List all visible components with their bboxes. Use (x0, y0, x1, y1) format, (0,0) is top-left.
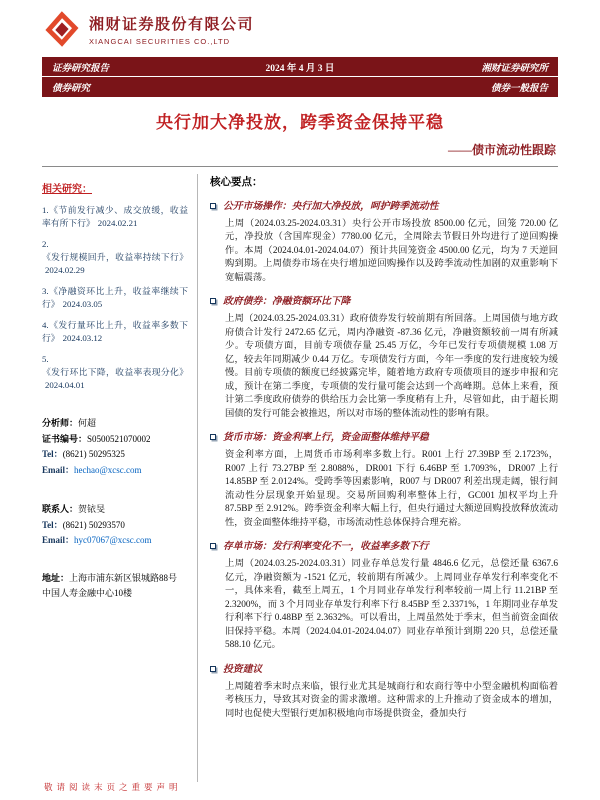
analyst-block (42, 416, 188, 478)
section-paragraph: 上周（2024.03.25-2024.03.31）央行公开市场投放 8500.00 亿元，回笼 720.00 亿元，净投放（含国库现金）7780.00 亿元，全周除去节假日外均进行了逆回购操作。本周（2024.04.01-2024.04.07）预计共回笼资金 4500.00 亿元，均为 7 天逆回购到期。上周债券市场在央行增加逆回购操作以及跨季流动性加剧的双重影响下宽幅震荡。 (225, 218, 558, 283)
footer-disclaimer: 敬请阅读末页之重要声明 (44, 782, 182, 792)
address-label: 地址： (42, 572, 70, 583)
analyst-cert-row (42, 432, 188, 448)
square-bullet-icon (210, 434, 216, 440)
item-number: 2. (42, 239, 49, 249)
section-title: 货币市场：资金利率上行，资金面整体维持平稳 (223, 432, 429, 443)
section-ncd-market (210, 540, 558, 653)
item-title: 《发行规模回升，收益率持续下行》 (42, 252, 188, 262)
contact-label: 联系人： (42, 504, 79, 514)
company-name-cn: 湘财证券股份有限公司 (89, 16, 255, 33)
list-item (42, 204, 188, 230)
header-divider (42, 166, 558, 167)
section-investment-advice (210, 663, 558, 722)
section-paragraph: 上周（2024.03.25-2024.03.31）同业存单总发行量 4846.6 亿元，总偿还量 6367.6 亿元，净融资额为 -1521 亿元，较前期有所减少。上周同业存单发行利率变化不一，具体来看，截至上周五，1 个月同业存单发行利率较前一周上行 11.21BP 至 2.3200%，而 3 个月同业存单发行利率下行 8.45BP 至 2.3371%，1 年期同业存单发行利率下行 0.48BP 至 2.3632%。可以看出，上周虽然处于季末，但当前资金面依旧保持平稳。本周（2024.04.01-2024.04.07）同业存单预计到期 220 只，总偿还量 588.10 亿元。 (225, 559, 558, 650)
related-research-list (42, 204, 188, 392)
item-title: 《发行量环比上升，收益率多数下行》 (42, 320, 188, 343)
item-number: 3. (42, 286, 49, 296)
item-date: 2024.02.21 (97, 218, 138, 228)
address-block (42, 571, 188, 601)
address-line-2: 中国人寿金融中心10楼 (42, 587, 133, 598)
contact-tel-row (42, 518, 188, 534)
report-subtitle: ——债市流动性跟踪 (447, 143, 556, 157)
report-body (198, 174, 558, 782)
section-title: 存单市场：发行利率变化不一，收益率多数下行 (223, 541, 429, 552)
tel-value: (8621) 50293570 (62, 519, 125, 530)
contact-name: 贺铱旻 (78, 504, 106, 514)
analyst-tel-row (42, 447, 188, 463)
core-points-heading: 核心要点： (210, 177, 263, 188)
section-title: 公开市场操作：央行加大净投放，呵护跨季流动性 (223, 200, 439, 212)
research-institute-label: 湘财证券研究所 (481, 63, 548, 74)
cert-label: 证书编号： (42, 433, 88, 444)
section-money-market (210, 431, 558, 530)
tel-value: (8621) 50295325 (62, 449, 125, 459)
section-title: 政府债券：净融资额环比下降 (223, 296, 351, 307)
section-government-bonds (210, 295, 558, 421)
contact-email-row (42, 533, 188, 549)
report-header-band (42, 57, 558, 97)
item-date: 2024.03.12 (62, 333, 103, 343)
list-item (42, 319, 188, 345)
item-title: 《节前发行减少、成交放缓，收益率有所下行》 (42, 205, 188, 228)
section-paragraph: 上周（2024.03.25-2024.03.31）政府债券发行较前期有所回落。上周国债与地方政府债合计发行 2472.65 亿元，周内净融资 -87.36 亿元，净融资额较前一周有所减少。专项债方面，目前专项债存量 25.45 万亿，今年已发行专项债规模 1.08 万亿，较去年同期减少 0.44 万亿。专项债发行方面，今年一季度的发行进度较为缓慢。目前专项债的额度已经披露完毕，随着地方政府专项债项目的逐步申报和完成，预计在第二季度，专项债的发行量可能会达到一个高峰期。总体上来看，预计第二季度政府债券的供给压力会比第一季度稍有上升，尽管如此，由于超长期国债的发行可能会被推迟，所以对市场的整体流动性的影响有限。 (225, 314, 558, 419)
band-row-2 (42, 77, 558, 97)
email-label: Email： (42, 464, 75, 475)
square-bullet-icon (210, 543, 216, 549)
contact-email-link[interactable]: hyc07067@xcsc.com (74, 535, 152, 545)
report-title: 央行加大净投放，跨季资金保持平稳 (156, 113, 444, 132)
report-type-label: 证券研究报告 (52, 63, 110, 74)
list-item (42, 285, 188, 311)
research-category-label: 债券研究 (52, 84, 91, 94)
company-name-en: XIANGCAI SECURITIES CO.,LTD (89, 36, 231, 46)
band-row-1 (42, 57, 558, 77)
item-date: 2024.03.05 (62, 299, 103, 309)
body-columns (42, 174, 558, 782)
analyst-name-row (42, 416, 188, 432)
company-logo-icon (42, 10, 80, 48)
address-line-1 (42, 571, 188, 586)
section-heading (210, 431, 558, 444)
item-date: 2024.02.29 (45, 265, 85, 275)
address-value-1: 上海市浦东新区银城路88号 (69, 572, 178, 583)
related-research-heading: 相关研究： (42, 184, 92, 195)
item-title: 《净融资环比上升，收益率继续下行》 (42, 286, 188, 309)
section-heading (210, 295, 558, 308)
section-heading (210, 663, 558, 676)
analyst-label: 分析师： (42, 418, 79, 428)
section-heading (210, 200, 558, 213)
item-title: 《发行环比下降，收益率表现分化》 (42, 367, 188, 377)
list-item (42, 353, 188, 392)
item-number: 1. (42, 205, 49, 215)
section-open-market (210, 200, 558, 286)
analyst-name: 何超 (78, 418, 97, 428)
section-paragraph: 资金利率方面，上周货币市场利率多数上行。R001 上行 27.39BP 至 2.1723%，R007 上行 73.27BP 至 2.8088%，DR001 下行 6.46BP 至 1.7093%，DR007 上行 14.85BP 至 2.0124%。受跨季等因素影响，R007 与 DR007 利差出现走阔，银行间流动性分层现象开始显现。交易所回购利率整体上行，GC001 加权平均上升 87.5BP 至 2.912%。跨季资金利率大幅上行，但央行通过大额逆回购投放释放流动性，资金面整体维持平稳，市场流动性总体保持合理充裕。 (225, 450, 558, 528)
cert-number: S0500521070002 (87, 433, 151, 444)
contact-block (42, 502, 188, 549)
masthead (42, 10, 254, 48)
analyst-email-link[interactable]: hechao@xcsc.com (74, 464, 142, 475)
section-paragraph: 上周随着季末时点来临，银行业尤其是城商行和农商行等中小型金融机构面临着考核压力，导致其对资金的需求激增。这种需求的上升推动了资金成本的增加，同时也促使大型银行更加积极地向市场提供资金，叠加央行 (225, 681, 558, 719)
report-subtype-label: 债券一般报告 (490, 84, 548, 94)
analyst-email-row (42, 463, 188, 479)
list-item (42, 238, 188, 277)
square-bullet-icon (210, 666, 216, 672)
item-number: 4. (42, 320, 49, 330)
item-date: 2024.04.01 (45, 380, 85, 390)
sidebar (42, 174, 198, 782)
tel-label: Tel： (42, 519, 63, 530)
contact-name-row (42, 502, 188, 518)
item-number: 5. (42, 354, 49, 364)
report-date: 2024 年 4 月 3 日 (265, 63, 335, 74)
tel-label: Tel： (42, 449, 63, 459)
square-bullet-icon (210, 203, 216, 209)
email-label: Email： (42, 535, 75, 545)
section-heading (210, 540, 558, 553)
square-bullet-icon (210, 298, 216, 304)
section-title: 投资建议 (223, 663, 263, 675)
brand-text (89, 13, 254, 46)
